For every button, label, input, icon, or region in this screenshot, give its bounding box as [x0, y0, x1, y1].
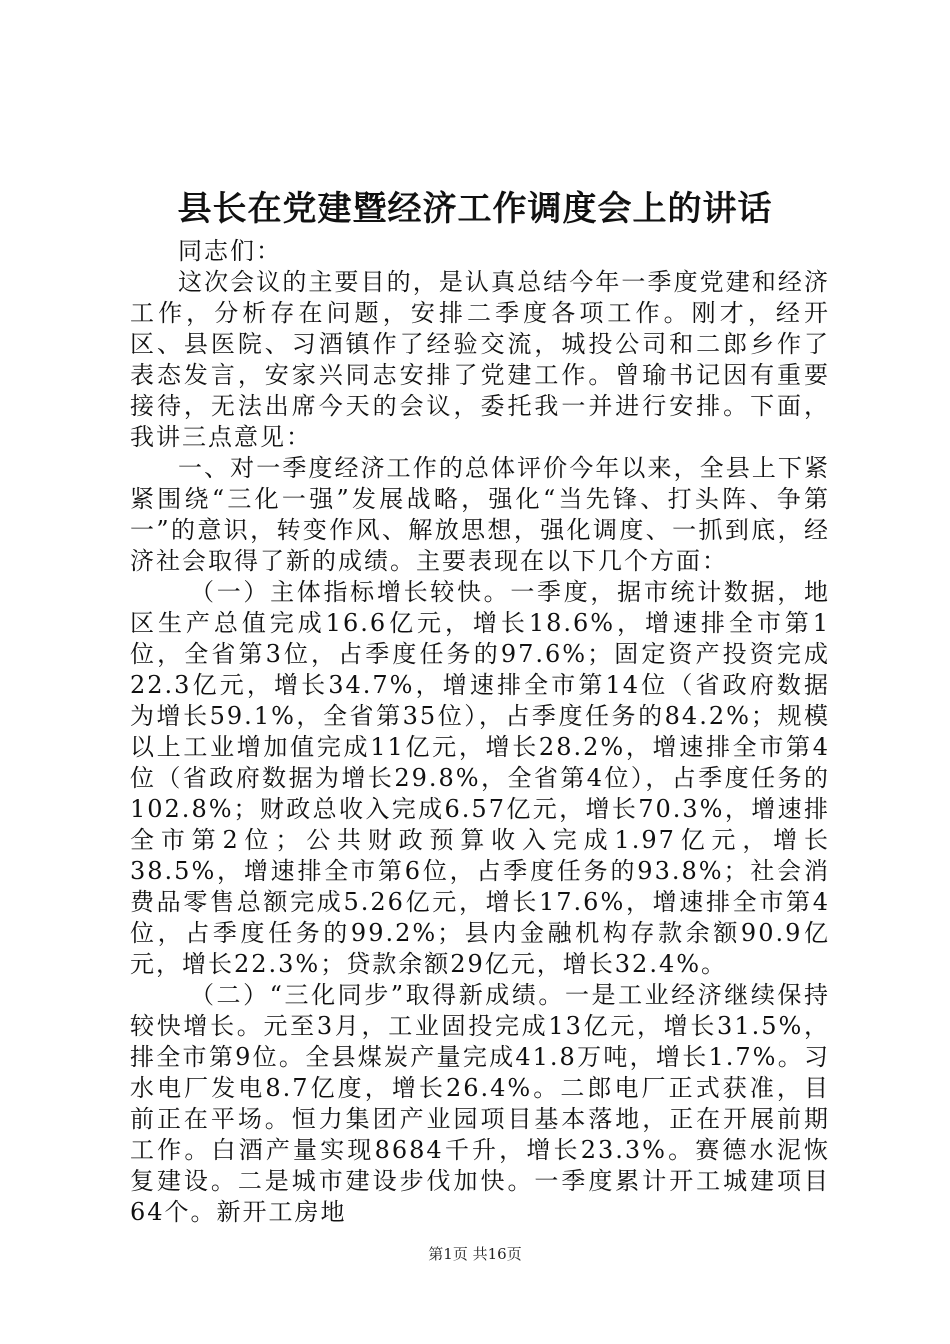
paragraph-three-modernizations: （二）“三化同步”取得新成绩。一是工业经济继续保持较快增长。元至3月，工业固投完成13亿元，增长31.5%，排全市第9位。全县煤炭产量完成41.8万吨，增长1.7%。习水电厂发电8.7亿度，增长26.4%。二郎电厂正式获准，目前正在平场。恒力集团产业园项目基本落地，正在开展前期工作。白酒产量实现8684千升，增长23.3%。赛德水泥恢复建设。二是城市建设步伐加快。一季度累计开工城建项目64个。新开工房地	[130, 981, 830, 1226]
document-title: 县长在党建暨经济工作调度会上的讲话	[177, 189, 773, 229]
document-body	[130, 236, 830, 1228]
paragraph-main-indicators: （一）主体指标增长较快。一季度，据市统计数据，地区生产总值完成16.6亿元，增长18.6%，增速排全市第1位，全省第3位，占季度任务的97.6%；固定资产投资完成22.3亿元，增长34.7%，增速排全市第14位（省政府数据为增长59.1%，全省第35位），占季度任务的84.2%；规模以上工业增加值完成11亿元，增长28.2%，增速排全市第4位（省政府数据为增长29.8%，全省第4位），占季度任务的102.8%；财政总收入完成6.57亿元，增长70.3%，增速排全市第2位；公共财政预算收入完成1.97亿元，增长38.5%，增速排全市第6位，占季度任务的93.8%；社会消费品零售总额完成5.26亿元，增长17.6%，增速排全市第4位，占季度任务的99.2%；县内金融机构存款余额90.9亿元，增长22.3%；贷款余额29亿元，增长32.4%。	[130, 578, 830, 978]
salutation: 同志们：	[178, 237, 282, 265]
paragraph-section-one: 一、对一季度经济工作的总体评价今年以来，全县上下紧紧围绕“三化一强”发展战略，强化“当先锋、打头阵、争第一”的意识，转变作风、解放思想，强化调度、一抓到底，经济社会取得了新的成绩。主要表现在以下几个方面：	[130, 454, 830, 575]
paragraph-intro: 这次会议的主要目的，是认真总结今年一季度党建和经济工作，分析存在问题，安排二季度各项工作。刚才，经开区、县医院、习酒镇作了经验交流，城投公司和二郎乡作了表态发言，安家兴同志安排了党建工作。曾瑜书记因有重要接待，无法出席今天的会议，委托我一并进行安排。下面，我讲三点意见：	[130, 268, 830, 451]
page-number-footer: 第1页 共16页	[428, 1245, 522, 1263]
